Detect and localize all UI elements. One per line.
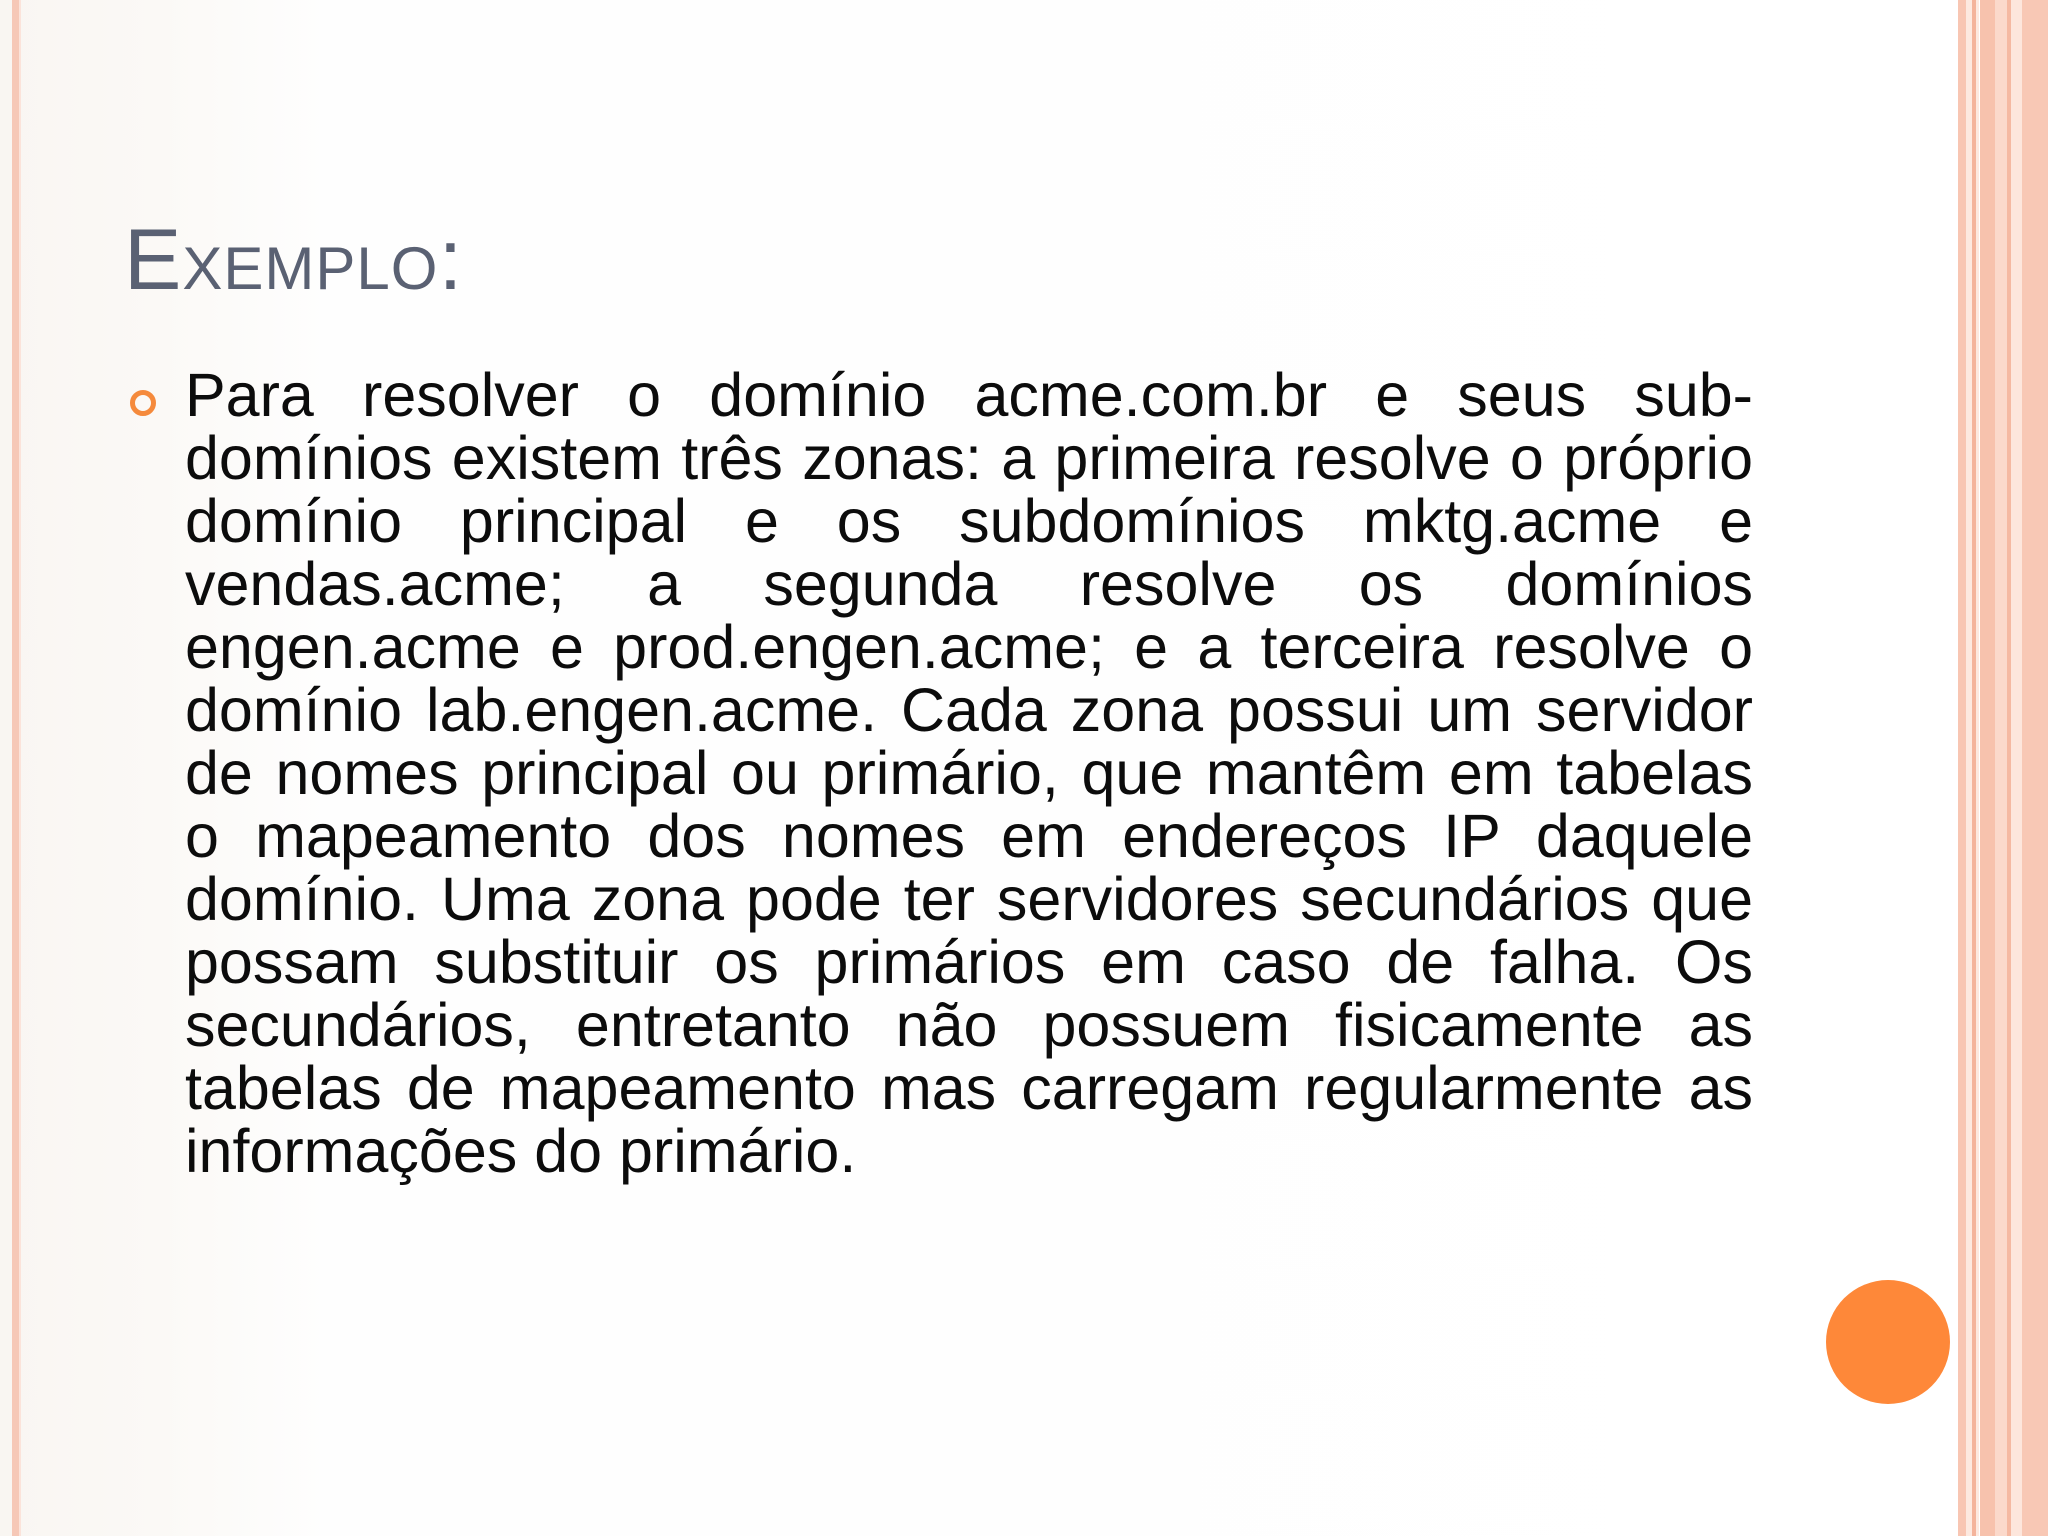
slide-title: Exemplo: xyxy=(124,212,464,308)
orange-circle-decoration xyxy=(1826,1280,1950,1404)
right-decorative-stripe xyxy=(1958,0,1966,1536)
right-decorative-stripe xyxy=(1976,0,1979,1536)
right-decorative-stripe xyxy=(1980,0,1995,1536)
left-decorative-stripe-inner xyxy=(19,0,21,1536)
left-decorative-stripe xyxy=(12,0,19,1536)
bullet-paragraph: Para resolver o domínio acme.com.br e seus sub-domínios existem três zonas: a primeira resolve o próprio domínio principal e os subdomínios mktg.acme e vendas.acme; a segunda resolve os domínios engen.acme e prod.engen.acme; e a terceira resolve o domínio lab.engen.acme. Cada zona possui um servidor de nomes principal ou primário, que mantêm em tabelas o mapeamento dos nomes em endereços IP daquele domínio. Uma zona pode ter servidores secundários que possam substituir os primários em caso de falha. Os secundários, entretanto não possuem fisicamente as tabelas de mapeamento mas carregam regularmente as informações do primário. xyxy=(185,361,1753,1185)
right-decorative-stripe xyxy=(1995,0,2007,1536)
hollow-circle-bullet-icon xyxy=(130,390,156,416)
right-decorative-stripe xyxy=(2011,0,2022,1536)
right-decorative-stripe xyxy=(2022,0,2048,1536)
